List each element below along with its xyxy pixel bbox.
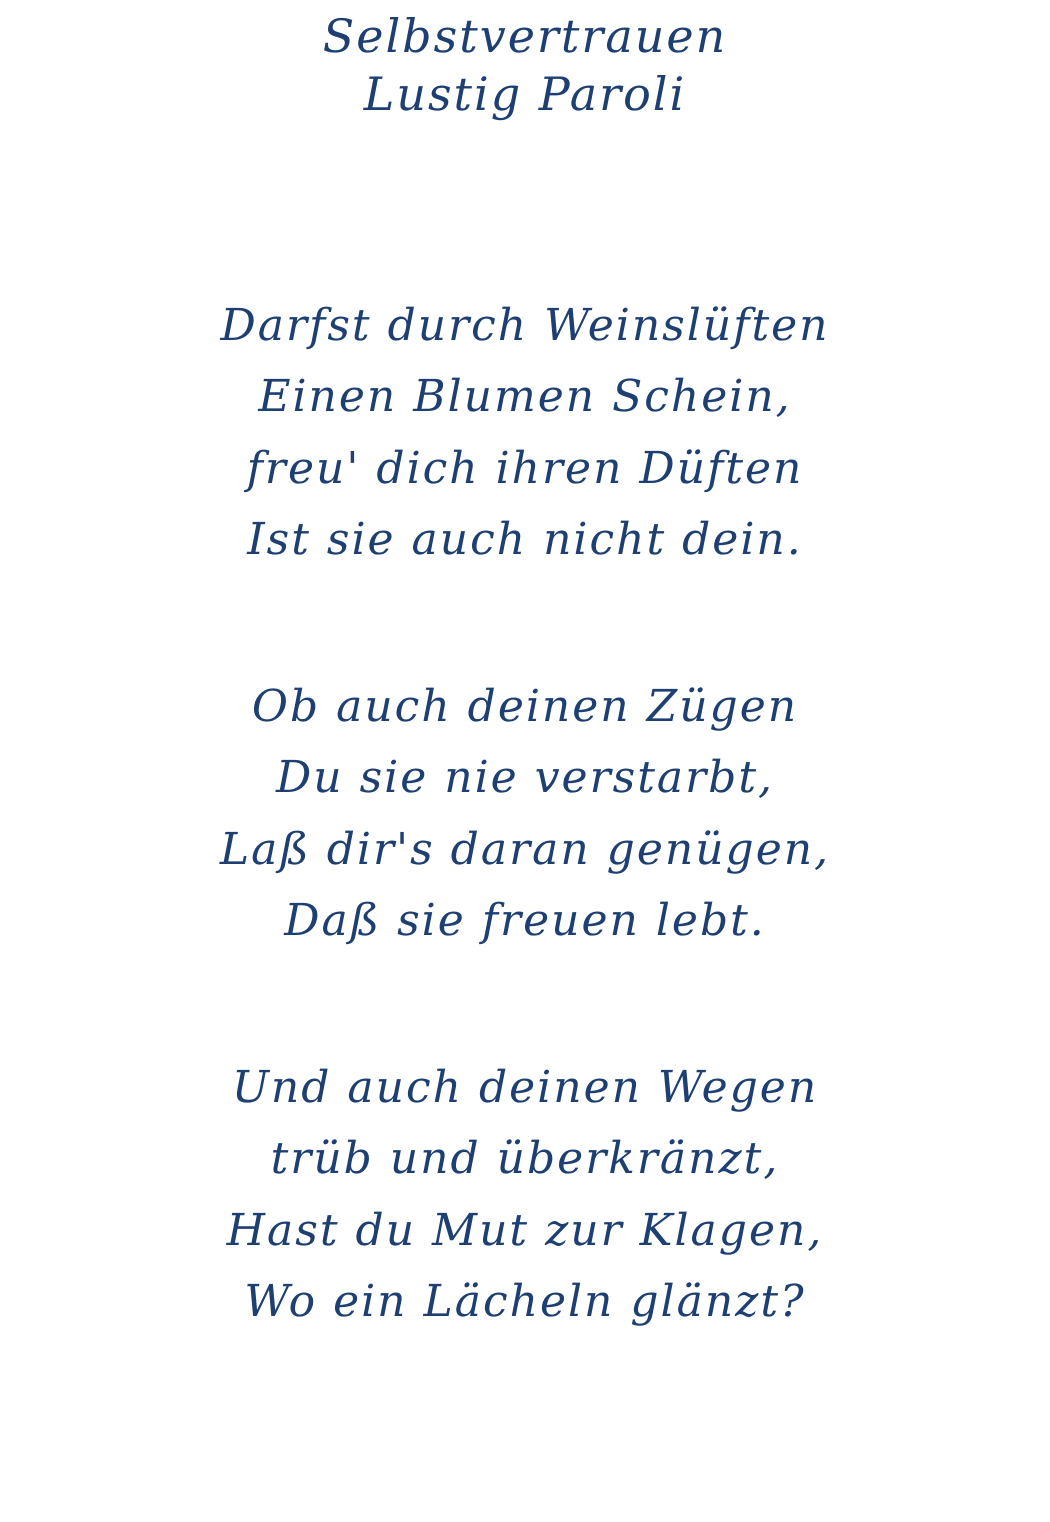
poem-body (0, 290, 1050, 1337)
poem-title-block (0, 8, 1050, 123)
stanza-3 (0, 1052, 1050, 1337)
verse-line: Daß sie freuen lebt. (284, 894, 766, 946)
verse-line: freu' dich ihren Düften (246, 442, 804, 494)
poem-title-line-2: Lustig Paroli (363, 66, 687, 121)
verse-line: Einen Blumen Schein, (258, 371, 792, 423)
verse-line: Ob auch deinen Zügen (251, 681, 799, 733)
stanza-1 (0, 290, 1050, 575)
verse-line: Wo ein Lächeln glänzt? (244, 1275, 806, 1327)
verse-line: Du sie nie verstarbt, (275, 752, 774, 804)
stanza-2 (0, 671, 1050, 956)
verse-line: Darfst durch Weinslüften (220, 300, 830, 351)
verse-line: Ist sie auch nicht dein. (247, 513, 803, 565)
verse-line: trüb und überkränzt, (270, 1133, 780, 1185)
poem-title-line-1: Selbstvertrauen (322, 9, 728, 63)
verse-line: Und auch deinen Wegen (231, 1062, 819, 1114)
verse-line: Laß dir's daran genügen, (219, 823, 831, 875)
verse-line: Hast du Mut zur Klagen, (226, 1204, 824, 1256)
